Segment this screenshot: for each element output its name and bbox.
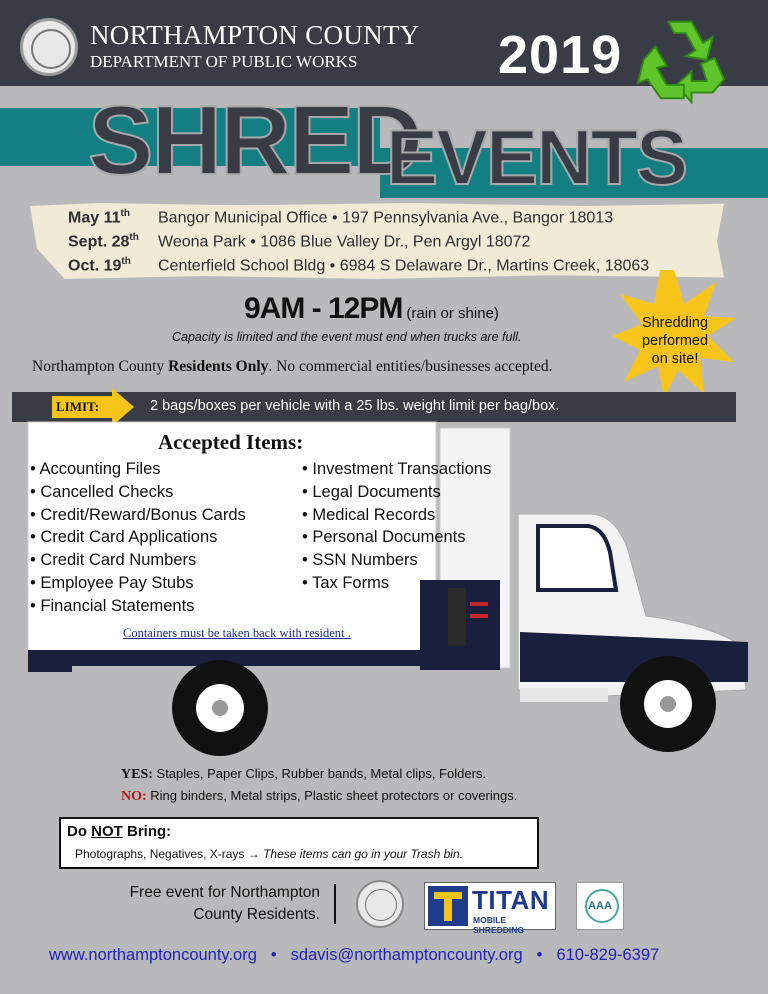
county-name: NORTHAMPTON COUNTY [90, 20, 420, 50]
event-location: Bangor Municipal Office • 197 Pennsylvania Ave., Bangor 18013 [158, 209, 614, 227]
list-item: • Legal Documents [302, 482, 441, 501]
event-date: Oct. 19th [68, 256, 131, 275]
event-date: Sept. 28th [68, 232, 139, 251]
burst-text: Shredding performed on site! [641, 315, 709, 367]
phone-number[interactable]: 610-829-6397 [556, 946, 660, 964]
list-item: • Personal Documents [302, 528, 466, 547]
list-item: • Tax Forms [302, 573, 390, 592]
event-row-1 [68, 208, 613, 227]
titan-logo: TITAN MOBILE SHREDDING [424, 882, 556, 930]
list-item: • Credit Card Numbers [30, 551, 197, 570]
county-seal-icon [20, 18, 78, 76]
list-item: • Financial Statements [30, 596, 195, 615]
do-not-bring-box [59, 817, 539, 869]
capacity-note: Capacity is limited and the event must end when trucks are full. [172, 330, 522, 344]
department-name: DEPARTMENT OF PUBLIC WORKS [90, 52, 358, 71]
county-seal-icon [356, 880, 404, 928]
yes-label: YES: [121, 767, 153, 782]
yes-line: YES: Staples, Paper Clips, Rubber bands, Metal clips, Folders. [121, 766, 487, 782]
accepted-list-right [302, 458, 491, 595]
free-event-note: Free event for Northampton County Residents. [129, 884, 320, 923]
titan-t-icon [428, 886, 468, 926]
no-label: NO: [121, 789, 147, 804]
list-item: • SSN Numbers [302, 551, 418, 570]
list-item: • Investment Transactions [302, 460, 492, 478]
banner-events: EVENTS [386, 113, 687, 201]
containers-note: Containers must be taken back with resident . [123, 626, 351, 640]
event-year: 2019 [498, 25, 623, 85]
event-row-3 [68, 256, 649, 275]
divider [334, 884, 336, 924]
event-location: Weona Park • 1086 Blue Valley Dr., Pen Argyl 18072 [158, 233, 531, 251]
email-link[interactable]: sdavis@northamptoncounty.org [290, 946, 523, 964]
limit-label: LIMIT: [56, 399, 100, 414]
event-hours: 9AM - 12PM (rain or shine) [244, 292, 499, 325]
list-item: • Medical Records [302, 505, 436, 524]
list-item: • Accounting Files [30, 460, 161, 478]
do-not-bring-text: Photographs, Negatives, X-rays → These items can go in your Trash bin. [75, 847, 463, 861]
website-link[interactable]: www.northamptoncounty.org [49, 946, 257, 964]
list-item: • Credit/Reward/Bonus Cards [30, 505, 246, 524]
event-date: May 11th [68, 208, 130, 227]
banner-shred: SHRED [88, 85, 422, 195]
weather-note: (rain or shine) [406, 305, 499, 322]
residents-note: Northampton County Residents Only. No commercial entities/businesses accepted. [32, 358, 553, 375]
aaa-certified-logo: AAA [576, 882, 624, 930]
limit-text: 2 bags/boxes per vehicle with a 25 lbs. weight limit per bag/box. [150, 398, 560, 414]
contact-line: www.northamptoncounty.org • sdavis@northamptoncounty.org • 610-829-6397 [49, 946, 660, 964]
accepted-list-left [30, 458, 246, 618]
event-row-2 [68, 232, 530, 251]
list-item: • Credit Card Applications [30, 528, 218, 547]
accepted-items-title: Accepted Items: [158, 430, 304, 454]
no-line: NO: Ring binders, Metal strips, Plastic sheet protectors or coverings. [121, 788, 518, 804]
do-not-bring-title: Do NOT Bring: [67, 823, 172, 840]
recycle-icon [632, 14, 728, 106]
event-location: Centerfield School Bldg • 6984 S Delaware Dr., Martins Creek, 18063 [158, 257, 650, 275]
list-item: • Cancelled Checks [30, 482, 174, 501]
list-item: • Employee Pay Stubs [30, 573, 194, 592]
